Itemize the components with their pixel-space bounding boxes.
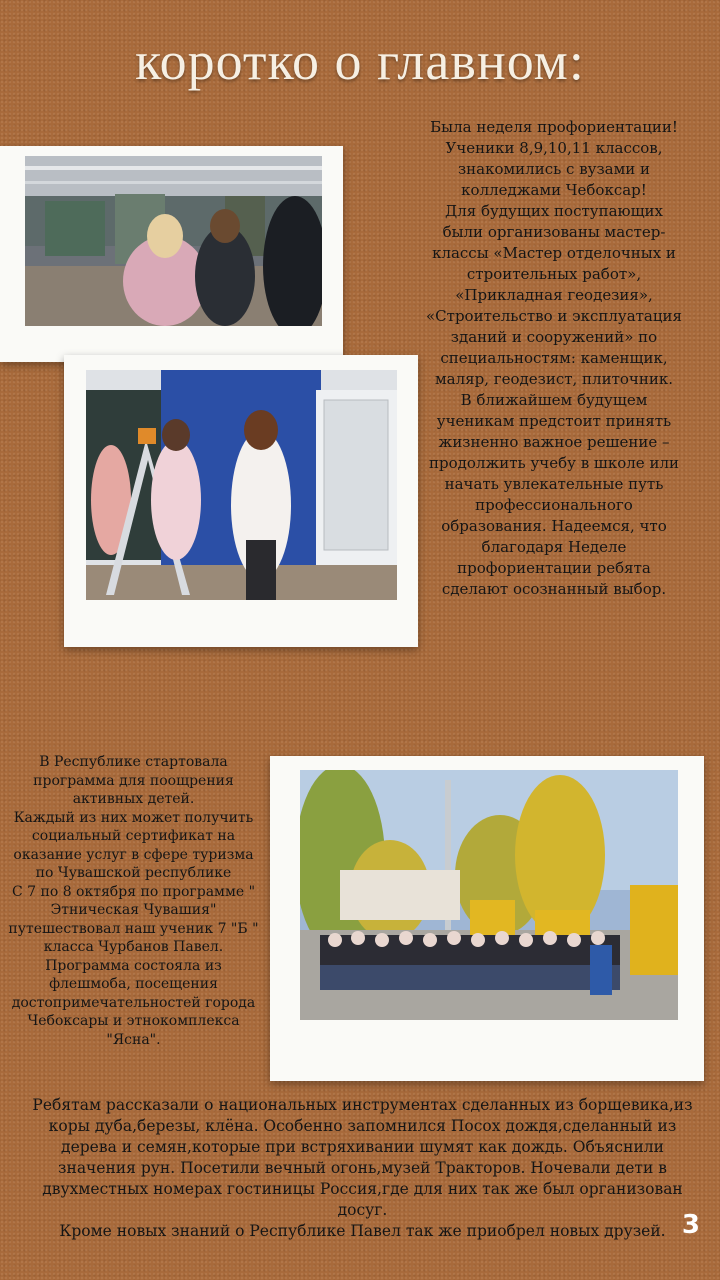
career-week-text bbox=[425, 117, 683, 600]
tourism-program-text bbox=[6, 753, 261, 1049]
tourism-paragraph-1: В Республике стартовала программа для поощрения активных детей. bbox=[33, 754, 234, 807]
career-week-paragraph-1: Была неделя профориентации! Ученики 8,9,10,11 классов, знакомились с вузами и колледжами Чебоксар! bbox=[430, 118, 678, 199]
page-number: 3 bbox=[681, 1210, 700, 1240]
page-title: коротко о главном: bbox=[135, 31, 585, 91]
career-week-paragraph-3: В ближайшем будущем ученикам предстоит принять жизненно важное решение – продолжить учебу в школе или начать увлекательные путь профессионального образования. Надеемся, что благодаря Неделе профориентации ребята сделают осознанный выбор. bbox=[429, 391, 679, 598]
tourism-paragraph-2: Каждый из них может получить социальный сертификат на оказание услуг в сфере туризма по Чувашской республике bbox=[13, 809, 254, 881]
group-photo bbox=[300, 770, 678, 1020]
photo-frame-geodesy bbox=[64, 355, 418, 647]
trip-paragraph-2: Кроме новых знаний о Республике Павел так же приобрел новых друзей. bbox=[59, 1222, 666, 1240]
tourism-paragraph-3: С 7 по 8 октября по программе " Этническая Чувашия" путешествовал наш ученик 7 "Б " класса Чурбанов Павел. Программа состояла из флешмоба, посещения достопримечательностей города Чебоксары и этнокомплекса "Ясна". bbox=[8, 883, 259, 1048]
career-week-paragraph-2: Для будущих поступающих были организованы мастер-классы «Мастер отделочных и строительных работ», «Прикладная геодезия», «Строительство и эксплуатация зданий и сооружений» по специальностям: каменщик, маляр, геодезист, плиточник. bbox=[426, 202, 682, 388]
photo-frame-factory bbox=[0, 146, 343, 362]
trip-story-text bbox=[25, 1095, 700, 1242]
geodesy-photo bbox=[86, 370, 397, 600]
photo-frame-group bbox=[270, 756, 704, 1081]
factory-photo bbox=[25, 156, 322, 326]
trip-paragraph-1: Ребятам рассказали о национальных инструментах сделанных из борщевика,из коры дуба,березы, клёна. Особенно запомнился Посох дождя,сделанный из дерева и семян,которые при встряхивании шумят как дождь. Объяснили значения рун. Посетили вечный огонь,музей Тракторов. Ночевали дети в двухместных номерах гостиницы Россия,где для них так же был организован досуг. bbox=[32, 1096, 693, 1219]
